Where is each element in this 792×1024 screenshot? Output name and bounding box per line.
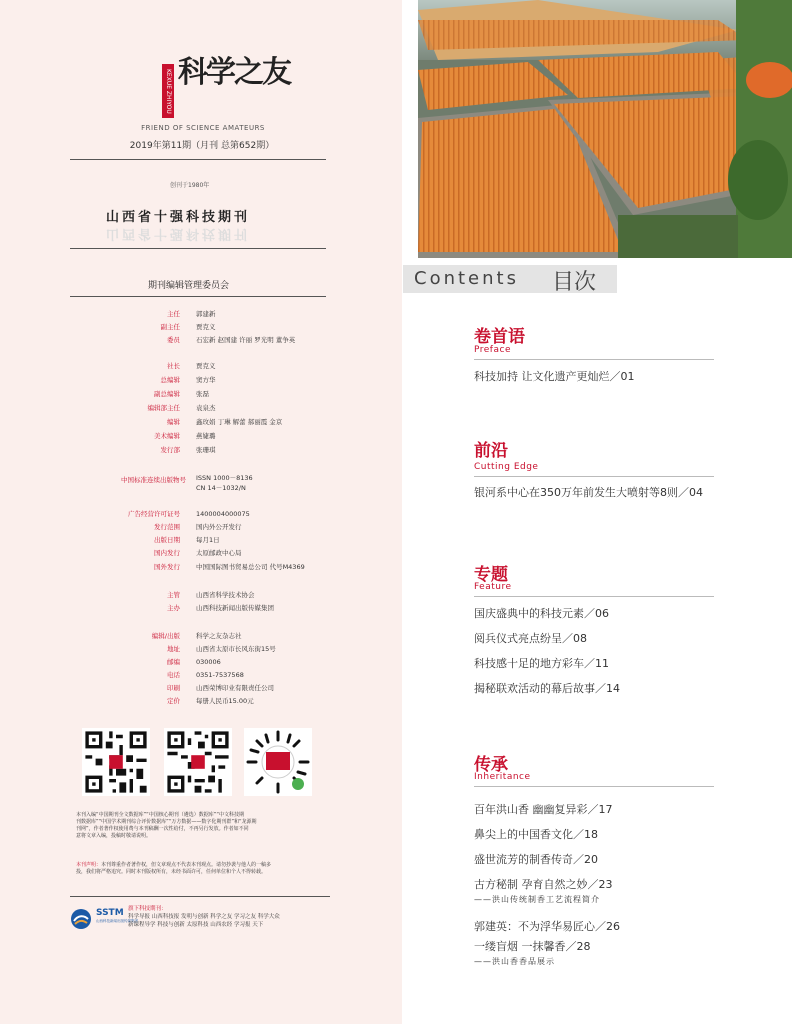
toc-item[interactable]: 鼻尖上的中国香文化／18 — [474, 828, 598, 841]
sstm-subtitle: 山西科技新闻出版传媒集团 — [96, 919, 138, 923]
toc-item[interactable]: 百年洪山香 幽幽复异彩／17 — [474, 803, 613, 816]
toc-item[interactable]: 揭秘联欢活动的幕后故事／14 — [474, 682, 620, 695]
indexing-note: 本刊入编“中国期刊全文数据库”“中国核心期刊（遴选）数据库”“中文科技期 刊数据库”“中国学术期刊综合评价数据库”“万方数据——数字化期刊群”和“龙源期 刊网”，作者著作权使用费与本刊稿酬一次性给付，不再另行发放。作者如不同 意将文章入编，投稿时敬请说明。 — [76, 812, 257, 839]
copyright-note: 本刊声明：本刊尊重作者著作权，但文章观点不代表本刊观点。请勿抄袭与他人的一稿多 投，我们将严格追究。同时本刊版权所有，未经书面许可，任何单位和个人不得转载。 — [76, 862, 272, 875]
toc-item[interactable]: 古方秘制 孕育自然之妙／23 — [474, 878, 613, 891]
toc-item[interactable]: 一缕盲烟 一抹馨香／28 — [474, 940, 591, 953]
toc-item[interactable]: 科技感十足的地方彩车／11 — [474, 657, 609, 670]
contents-label-cn: 目次 — [552, 270, 597, 295]
divider — [70, 159, 326, 160]
toc-item[interactable]: 阅兵仪式亮点纷呈／08 — [474, 632, 587, 645]
toc-subtitle: ——洪山传统制香工艺流程简介 — [474, 895, 600, 904]
divider — [70, 296, 326, 297]
section-subtitle: Feature — [474, 582, 512, 592]
divider — [70, 248, 326, 249]
cover-photo — [418, 0, 792, 258]
section-title: 专题 — [474, 565, 508, 585]
contents-label: Contents — [414, 268, 519, 289]
magazine-logo: 科学之友 — [178, 55, 290, 90]
issue-number: 2019年第11期（月刊 总第652期） — [129, 141, 275, 151]
section-subtitle: Inheritance — [474, 772, 531, 782]
qr-code — [164, 728, 232, 796]
section-divider — [474, 476, 714, 477]
sibling-journals: 旗下科技期刊： 科学导报 山西科技报 发明与创新 科学之友 学习之友 科学大众 新课程导学 科技与创新 太原科技 山西农经 学习报 天下 — [128, 906, 280, 928]
qr-code — [82, 728, 150, 796]
toc-item[interactable]: 盛世流芳的制香传奇／20 — [474, 853, 598, 866]
toc-subtitle: ——洪山香香品展示 — [474, 957, 555, 966]
section-divider — [474, 596, 714, 597]
sstm-name: SSTM — [96, 908, 124, 918]
award-reflection: 山西省十强科技期刊 — [106, 226, 251, 241]
toc-item[interactable]: 银河系中心在350万年前发生大喷射等8则／04 — [474, 486, 703, 499]
section-title: 卷首语 — [474, 327, 525, 347]
section-subtitle: Preface — [474, 345, 511, 355]
toc-item[interactable]: 科技加持 让文化遗产更灿烂／01 — [474, 370, 635, 383]
english-title: FRIEND OF SCIENCE AMATEURS — [141, 124, 265, 132]
founded-year: 创刊于1980年 — [170, 182, 210, 189]
section-title: 传承 — [474, 755, 508, 775]
section-divider — [474, 786, 714, 787]
toc-item[interactable]: 郭建英：不为浮华易匠心／26 — [474, 920, 620, 933]
divider — [70, 896, 330, 897]
mini-program-code — [244, 728, 312, 796]
section-divider — [474, 359, 714, 360]
logo-vertical-text: KEXUE ZHIYOU — [162, 64, 174, 118]
section-title: 前沿 — [474, 441, 508, 461]
committee-title: 期刊编辑管理委员会 — [148, 281, 230, 291]
toc-item[interactable]: 国庆盛典中的科技元素／06 — [474, 607, 609, 620]
masthead-panel: KEXUE ZHIYOU 科学之友 FRIEND OF SCIENCE AMATEURS 2019年第11期（月刊 总第652期） 创刊于1980年 山西省十强科技期刊 山西省十强科技期刊 期刊编辑管理委员会 主任 郭建新 副主任 贾克义 委员 石宏新 赵国建 许丽 罗光明 董争英 社长 贾克义 总编辑 窦方华 副总编辑 张磊 编辑部主任 袁泉杰 编辑 鑫玫娟 丁琳 解蕾 郝丽霞 金京 美术编辑 燕婕璐 发行部 张珊琪 中国标准连续出版物号 ISSN 1000－8136 CN 14－1032/N 广告经营许可证号 1400004000075 发行范围 国内外公开发行 出版日期 每月1日 国内发行 太原邮政中心局 国外发行 中国国际图书贸易总公司 代号M4369 主管 山西省科学技术协会 主办 山西科技新闻出版传媒集团 编辑/出版 科学之友杂志社 地址 山西省太原市长风东街15号 邮编 030006 电话 0351-7537568 印刷 山西荣博印业有限责任公司 定价 每册人民币15.00元 本刊入编“中国期刊全文数据库”“中国核心期刊（遴选）数据库”“中文科技期 刊数据库”“中国学术期刊综合评价数据库”“万方数据——数字化期刊群”和“龙源期 刊网”，作者著作权使用费与本刊稿酬一次性给付，不再另行发放。作者如不同 意将文章入编，投稿时敬请说明。 本刊声明：本刊尊重作者著作权，但文章观点不代表本刊观点。请勿抄袭与他人的一稿多 投，我们将严格追究。同时本刊版权所有，未经书面许可，任何单位和个人不得转载。 SSTM 山西科技新闻出版传媒集团 旗下科技期刊： 科学导报 山西科技报 发明与创新 科学之友 学习之友 科学大众 新课程导学 科技与创新 太原科技 山西农经 学习报 天下 — [0, 0, 402, 1024]
award-title: 山西省十强科技期刊 — [106, 210, 251, 225]
section-subtitle: Cutting Edge — [474, 462, 539, 472]
